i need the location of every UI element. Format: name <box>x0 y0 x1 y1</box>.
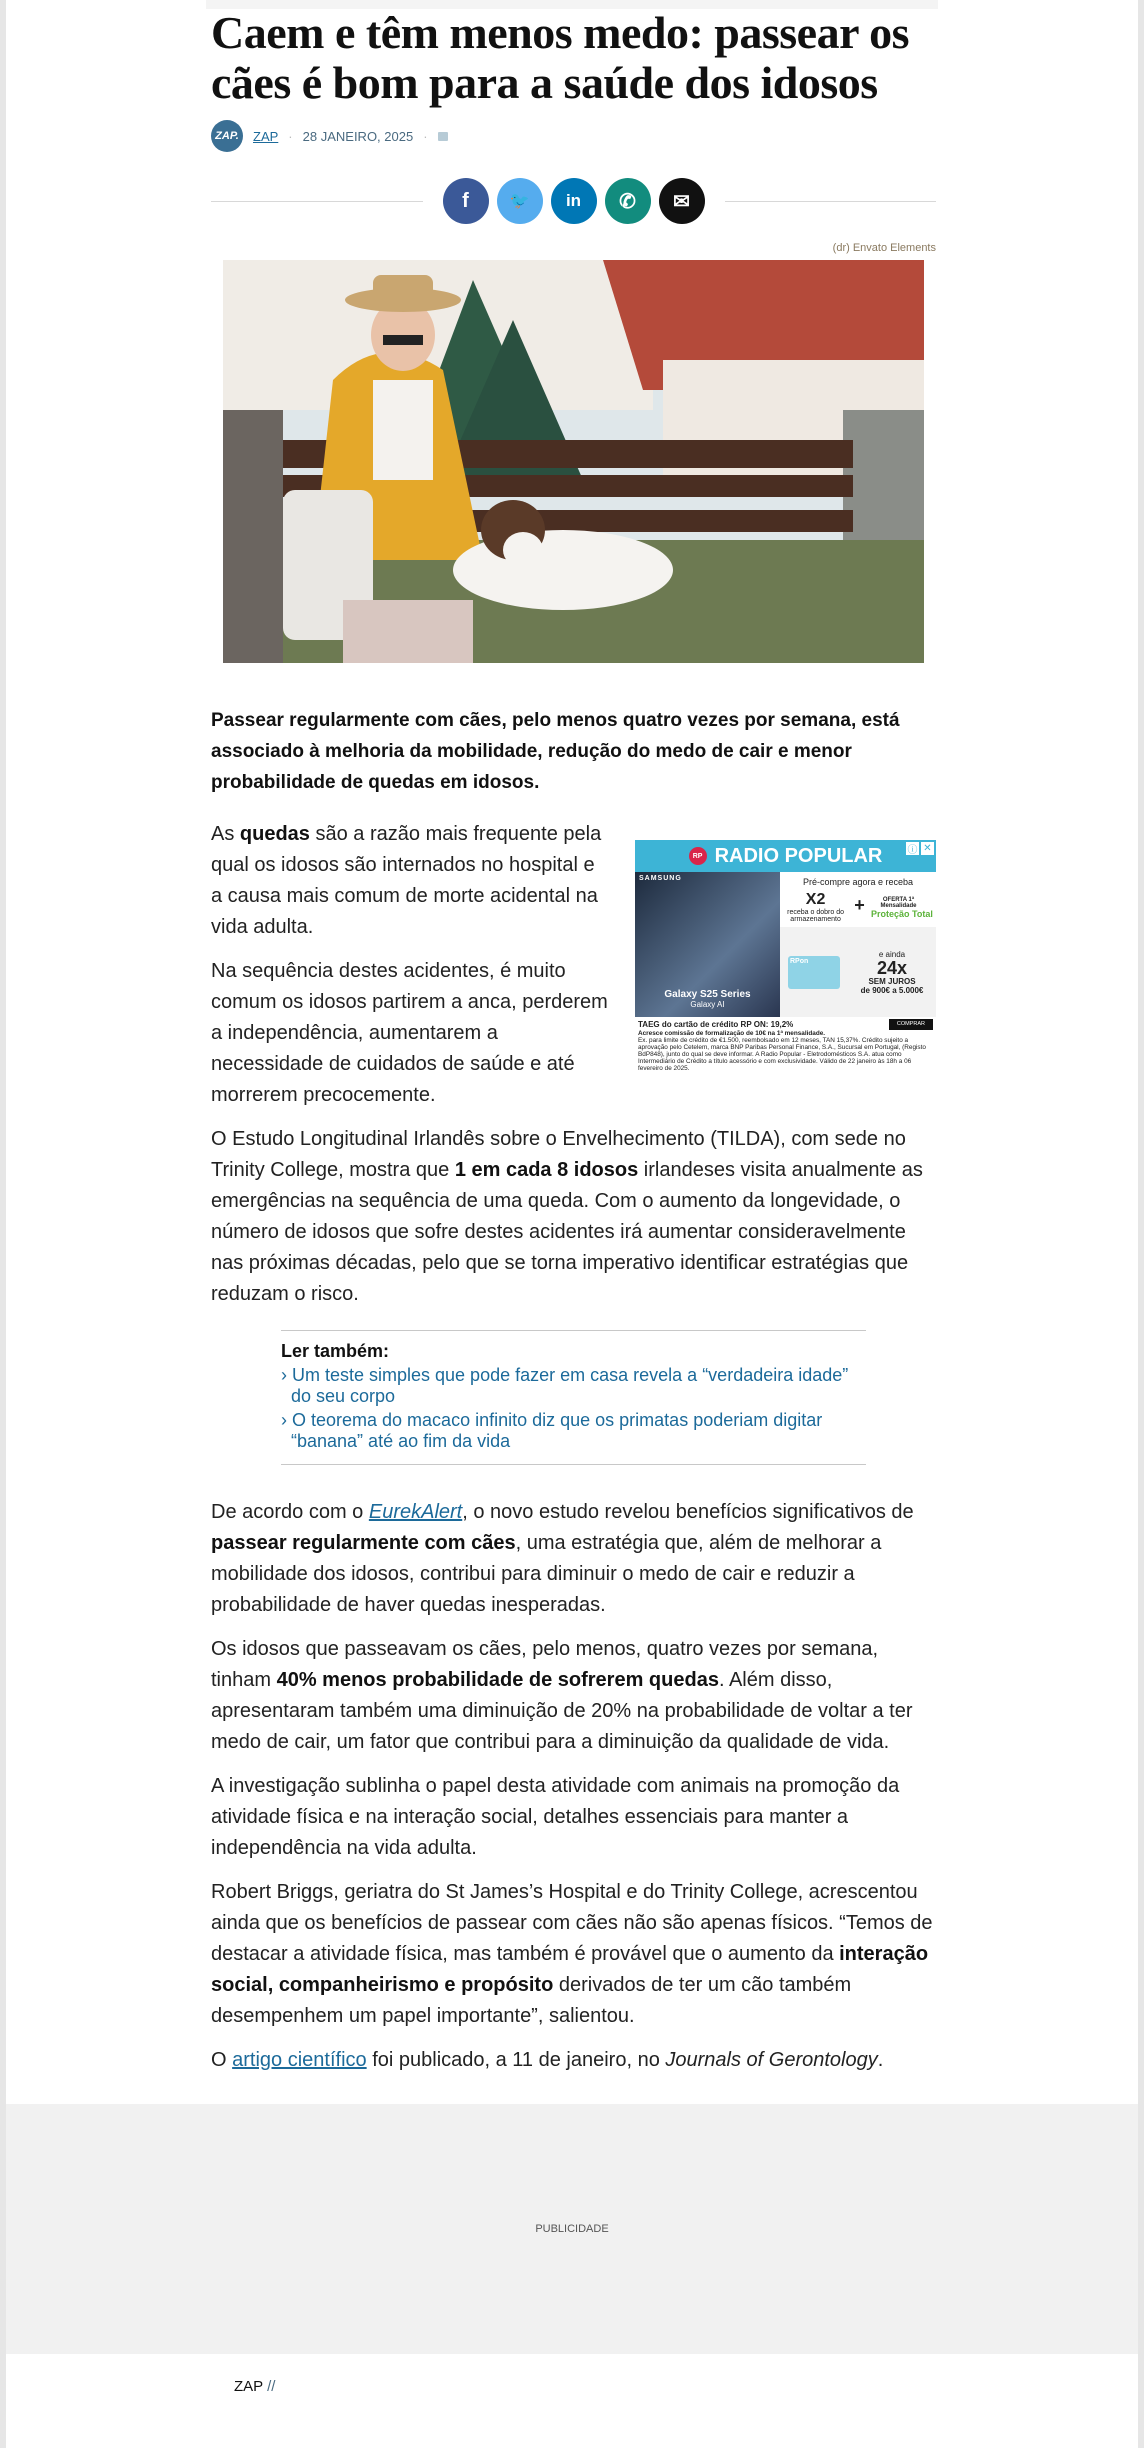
page-title: Caem e têm menos medo: passear os cães é bom para a saúde dos idosos <box>211 7 910 108</box>
text-run: interação social, companheirismo e propósito <box>211 1943 929 1996</box>
text-run: , o novo estudo revelou benefícios significativos de <box>462 1501 914 1523</box>
author-avatar[interactable]: ZAP. <box>211 120 243 152</box>
separator: · <box>288 128 293 144</box>
ad-headline: Pré-compre agora e receba <box>802 877 914 887</box>
text-run: De acordo com o <box>211 1501 369 1523</box>
advertisement-banner[interactable] <box>635 840 936 1074</box>
page-edge-right <box>1138 0 1144 2448</box>
facebook-icon: f <box>462 189 469 212</box>
text-run: Os idosos que passeavam os cães, pelo menos, quatro vezes por semana, tinham <box>211 1638 879 1691</box>
separator: · <box>423 128 428 144</box>
ad-range: de 900€ a 5.000€ <box>860 985 924 995</box>
advertisement-placeholder <box>6 2104 1138 2354</box>
paragraph <box>211 1124 936 1310</box>
ad-taeg: TAEG do cartão de crédito RP ON: 19,2% <box>638 1020 794 1029</box>
author-link[interactable]: ZAP <box>253 128 279 144</box>
ad-installments: 24x <box>876 957 908 978</box>
read-also-link[interactable]: › Um teste simples que pode fazer em casa revela a “verdadeira idade” do seu corpo <box>281 1365 849 1406</box>
ad-close-icon[interactable]: ✕ <box>921 842 934 855</box>
article-image[interactable] <box>223 260 924 663</box>
text-run: 40% menos probabilidade de sofrerem quedas <box>276 1669 719 1691</box>
footer-slashes: // <box>267 2378 276 2395</box>
paragraph: A investigação sublinha o papel desta atividade com animais na promoção da atividade física e na interação social, detalhes essenciais para manter a independência na vida adulta. <box>211 1775 900 1859</box>
share-twitter-button[interactable] <box>497 178 543 224</box>
text-run: Robert Briggs, geriatra do St James’s Hospital e do Trinity College, acrescentou ainda que os benefícios de passear com cães não são apenas físicos. “Temos de destacar a atividade física, mas também é provável que o aumento da <box>211 1881 933 1965</box>
email-icon: ✉ <box>673 190 690 213</box>
text-run: quedas <box>239 823 310 845</box>
text-run: O <box>211 2049 233 2071</box>
ad-and: e ainda <box>878 949 906 959</box>
text-run: passear regularmente com cães <box>211 1532 516 1554</box>
twitter-icon: 🐦 <box>509 193 530 210</box>
ad-offer: OFERTA 1ª Mensalidade <box>880 897 917 909</box>
article-lead: Passear regularmente com cães, pelo menos quatro vezes por semana, está associado à melhoria da mobilidade, redução do medo de cair e menor probabilidade de quedas em idosos. <box>211 710 900 793</box>
share-email-button[interactable] <box>659 178 705 224</box>
elderly-woman-with-dog-photo <box>223 260 924 663</box>
text-run: As <box>211 823 240 845</box>
ad-x2-text: receba o dobro do armazenamento <box>787 909 844 923</box>
paragraph: Na sequência destes acidentes, é muito comum os idosos partirem a anca, perderem a independência, aumentarem a necessidade de cuidados de saúde e até morrerem precocemente. <box>211 960 608 1106</box>
share-facebook-button[interactable] <box>443 178 489 224</box>
ad-no-interest: SEM JUROS <box>868 976 916 986</box>
samsung-logo: SAMSUNG <box>639 875 682 882</box>
publish-date: 28 JANEIRO, 2025 <box>302 128 414 144</box>
ad-brand: RADIO POPULAR <box>714 844 883 867</box>
footer-brand: ZAP <box>234 2378 263 2395</box>
whatsapp-icon: ✆ <box>619 190 636 213</box>
ad-phone-image <box>635 872 780 1017</box>
radio-popular-logo: RP <box>689 847 707 865</box>
article-body <box>211 819 936 1310</box>
share-linkedin-button[interactable] <box>551 178 597 224</box>
text-run: . Além disso, apresentaram também uma diminuição de 20% na probabilidade de voltar a ter medo de cair, um fator que contribui para a diminuição da qualidade de vida. <box>211 1669 913 1753</box>
credit-card-image: RPon <box>788 956 840 989</box>
ad-fine-print: Ex. para limite de crédito de €1.500, reembolsado em 12 meses, TAN 15,37%. Crédito sujeito a aprovação pelo Cetelem, marca BNP Paribas Personal Finance, S.A., Sucursal em Portugal, (Registo BdP848), junto do qual se deve informar. A Radio Popular - Eletrodomésticos S.A. atua como Intermediário de Crédito a título acessório e com exclusividade. Válido de 22 janeiro às 18h a 06 fevereiro de 2025. <box>638 1037 926 1072</box>
ad-x2: X2 <box>805 891 826 908</box>
linkedin-icon: in <box>565 191 582 210</box>
ad-offer-name: Proteção Total <box>871 909 933 919</box>
read-also-box <box>281 1330 866 1465</box>
read-also-title: Ler também: <box>281 1341 390 1361</box>
image-credit: (dr) Envato Elements <box>832 242 936 254</box>
divider <box>725 201 937 202</box>
share-whatsapp-button[interactable] <box>605 178 651 224</box>
text-run: O Estudo Longitudinal Irlandês sobre o Envelhecimento (TILDA), com sede no Trinity College, mostra que <box>211 1128 906 1181</box>
eurekalert-link[interactable]: EurekAlert <box>368 1501 463 1523</box>
comment-icon[interactable] <box>438 132 448 141</box>
publicidade-label: PUBLICIDADE <box>535 2223 609 2235</box>
ad-product-sub: Galaxy AI <box>690 1000 725 1009</box>
article-meta <box>211 120 936 152</box>
footer-logo[interactable] <box>234 2378 936 2395</box>
ad-product: Galaxy S25 Series <box>664 989 751 1000</box>
scientific-article-link[interactable]: artigo científico <box>232 2049 367 2071</box>
text-run: . <box>877 2049 884 2071</box>
share-bar <box>211 178 936 224</box>
text-run: são a razão mais frequente pela qual os idosos são internados no hospital e a causa mais comum de morte acidental na vida adulta. <box>211 823 602 938</box>
text-run: Journals of Gerontology <box>665 2049 878 2071</box>
text-run: irlandeses visita anualmente as emergências na sequência de uma queda. Com o aumento da longevidade, o número de idosos que sofre destes acidentes irá aumentar consideravelmente nas próximas décadas, pelo que se torna imperativo identificar estratégias que reduzam o risco. <box>211 1159 923 1305</box>
divider <box>211 201 423 202</box>
text-run: 1 em cada 8 idosos <box>454 1159 639 1181</box>
text-run: , uma estratégia que, além de melhorar a mobilidade dos idosos, contribui para diminuir o medo de cair e reduzir a probabilidade de haver quedas inesperadas. <box>211 1532 882 1616</box>
ad-info-icon[interactable]: ⓘ <box>906 842 919 855</box>
text-run: derivados de ter um cão também desempenhem um papel importante”, salientou. <box>211 1974 852 2027</box>
paragraph <box>211 2045 936 2076</box>
article-body-continued <box>211 1497 936 2076</box>
read-also-link[interactable]: › O teorema do macaco infinito diz que os primatas poderiam digitar “banana” até ao fim da vida <box>281 1410 823 1451</box>
article <box>211 0 936 2395</box>
paragraph <box>211 1497 936 1621</box>
page-edge-left <box>0 0 6 2448</box>
text-run: foi publicado, a 11 de janeiro, no <box>366 2049 666 2071</box>
paragraph <box>211 1877 936 2032</box>
ad-fee: Acresce comissão de formalização de 10€ na 1ª mensalidade. <box>638 1030 826 1037</box>
paragraph <box>211 1634 936 1758</box>
ad-plus: + <box>854 894 865 915</box>
ad-buy-button[interactable]: COMPRAR <box>889 1019 933 1030</box>
